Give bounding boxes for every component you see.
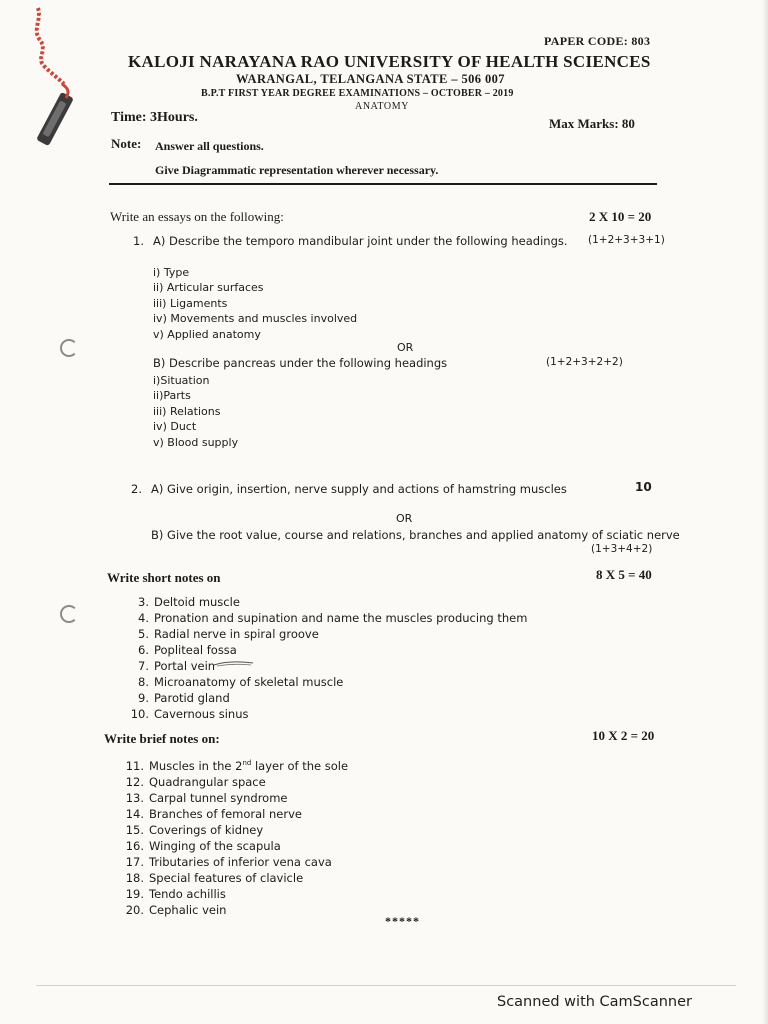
heading-item: i) Type xyxy=(153,266,190,279)
section-marks-essays: 2 X 10 = 20 xyxy=(589,209,652,224)
heading-item: i)Situation xyxy=(153,374,210,387)
university-name: KALOJI NARAYANA RAO UNIVERSITY OF HEALTH SCIENCES xyxy=(128,52,651,71)
section-title-short-notes: Write short notes on xyxy=(107,570,221,585)
section-marks-brief-notes: 10 X 2 = 20 xyxy=(592,728,655,743)
list-item: 15. Coverings of kidney xyxy=(125,822,264,837)
page-bottom-edge xyxy=(36,985,736,986)
heading-item: iii) Ligaments xyxy=(153,296,228,310)
question-number: 2. xyxy=(131,482,142,496)
subject-title: ANATOMY xyxy=(355,101,410,112)
list-item: 11. Muscles in the 2nd layer of the sole xyxy=(125,758,349,773)
list-item: 12. Quadrangular space xyxy=(125,774,266,789)
question-2b-text: B) Give the root value, course and relations, branches and applied anatomy of sciatic nerve xyxy=(151,528,680,542)
list-item: 19. Tendo achillis xyxy=(125,886,226,901)
or-separator: OR xyxy=(397,341,414,354)
heading-item: v) Blood supply xyxy=(153,435,239,449)
heading-item: iv) Movements and muscles involved xyxy=(153,312,358,326)
university-address: WARANGAL, TELANGANA STATE – 506 007 xyxy=(236,72,505,86)
list-item: 20. Cephalic vein xyxy=(125,902,227,917)
list-item: 9. Parotid gland xyxy=(138,691,230,705)
pen-scribble-mark xyxy=(213,660,255,668)
list-item: 6. Popliteal fossa xyxy=(138,643,237,657)
heading-item: ii)Parts xyxy=(153,389,191,403)
question-1a-marks-breakdown: (1+2+3+3+1) xyxy=(588,234,665,246)
question-1a-text: A) Describe the temporo mandibular joint under the following headings. xyxy=(153,234,568,248)
list-item: 5. Radial nerve in spiral groove xyxy=(138,627,319,641)
question-number: 1. xyxy=(133,234,144,248)
heading-item: iv) Duct xyxy=(153,420,197,434)
heading-item: iii) Relations xyxy=(153,404,221,418)
section-marks-short-notes: 8 X 5 = 40 xyxy=(596,567,652,582)
question-1b-headings xyxy=(153,373,238,450)
list-item: 8. Microanatomy of skeletal muscle xyxy=(138,675,344,689)
question-2a-text: A) Give origin, insertion, nerve supply and actions of hamstring muscles xyxy=(151,482,567,496)
end-of-paper-mark: ***** xyxy=(385,914,420,928)
list-item: 14. Branches of femoral nerve xyxy=(125,806,302,821)
list-item: 7. Portal vein xyxy=(138,659,216,673)
punch-hole-mark xyxy=(60,605,78,623)
note-instruction: Give Diagrammatic representation wherever necessary. xyxy=(155,163,439,177)
list-item: 16. Winging of the scapula xyxy=(125,838,281,853)
question-2-marks: 10 xyxy=(635,480,652,494)
or-separator: OR xyxy=(396,512,413,525)
max-marks: Max Marks: 80 xyxy=(549,116,635,131)
time-allowed: Time: 3Hours. xyxy=(111,110,198,125)
string-tag-decoration xyxy=(18,0,88,160)
page-edge xyxy=(762,0,768,1024)
note-instruction: Answer all questions. xyxy=(155,139,264,153)
paper-code: PAPER CODE: 803 xyxy=(544,34,651,48)
question-1b-marks-breakdown: (1+2+3+2+2) xyxy=(546,356,623,368)
punch-hole-mark xyxy=(60,339,78,357)
brief-notes-list xyxy=(120,755,348,918)
section-title-essays: Write an essays on the following: xyxy=(110,209,284,224)
list-item: 13. Carpal tunnel syndrome xyxy=(125,790,288,805)
heading-item: ii) Articular surfaces xyxy=(153,281,264,295)
list-item: 18. Special features of clavicle xyxy=(125,870,304,885)
list-item: 3. Deltoid muscle xyxy=(138,595,240,609)
question-1a-headings xyxy=(153,265,357,342)
list-item: 4. Pronation and supination and name the muscles producing them xyxy=(138,611,528,625)
scanner-watermark: Scanned with CamScanner xyxy=(497,994,693,1010)
header-divider xyxy=(109,183,657,185)
question-1b-text: B) Describe pancreas under the following headings xyxy=(153,356,448,370)
question-2b-marks-breakdown: (1+3+4+2) xyxy=(591,543,653,555)
heading-item: v) Applied anatomy xyxy=(153,327,261,341)
note-label: Note: xyxy=(111,136,142,151)
section-title-brief-notes: Write brief notes on: xyxy=(104,731,220,746)
exam-title: B.P.T FIRST YEAR DEGREE EXAMINATIONS – OCTOBER – 2019 xyxy=(201,88,514,99)
short-notes-list xyxy=(125,594,527,722)
list-item: 10. Cavernous sinus xyxy=(130,707,249,721)
list-item: 17. Tributaries of inferior vena cava xyxy=(125,854,332,869)
